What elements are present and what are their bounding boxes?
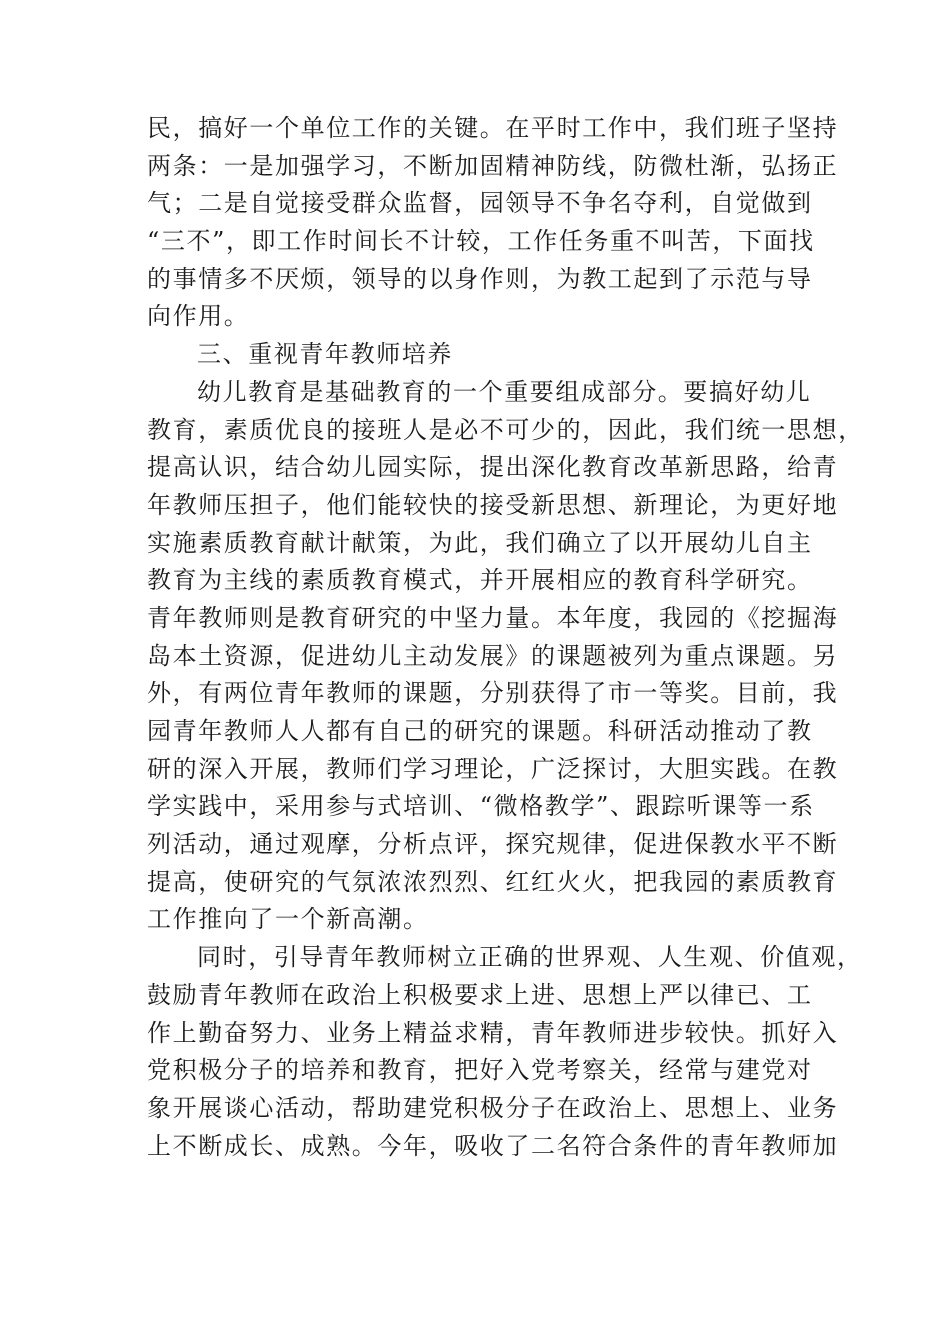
text-line: 象开展谈心活动，帮助建党积极分子在政治上、思想上、业务 bbox=[147, 1093, 839, 1122]
text-line: 的事情多不厌烦，领导的以身作则，为教工起到了示范与导 bbox=[147, 264, 813, 293]
text-line: 作上勤奋努力、业务上精益求精，青年教师进步较快。抓好入 bbox=[147, 1018, 839, 1047]
text-line: 研的深入开展，教师们学习理论，广泛探讨，大胆实践。在教 bbox=[147, 754, 839, 783]
text-line: 青年教师则是教育研究的中坚力量。本年度，我园的《挖掘海 bbox=[147, 603, 839, 632]
text-line: 向作用。 bbox=[147, 302, 250, 331]
text-line: 列活动，通过观摩，分析点评，探究规律，促进保教水平不断 bbox=[147, 830, 839, 859]
section-heading: 三、重视青年教师培养 bbox=[197, 340, 453, 369]
text-line: 气；二是自觉接受群众监督，园领导不争名夺利，自觉做到 bbox=[147, 189, 813, 218]
text-line: 实施素质教育献计献策，为此，我们确立了以开展幼儿自主 bbox=[147, 528, 813, 557]
text-line: 工作推向了一个新高潮。 bbox=[147, 905, 429, 934]
text-line: 园青年教师人人都有自己的研究的课题。科研活动推动了教 bbox=[147, 717, 813, 745]
text-line: 民，搞好一个单位工作的关键。在平时工作中，我们班子坚持 bbox=[147, 114, 839, 142]
paragraph-start-line: 幼儿教育是基础教育的一个重要组成部分。要搞好幼儿 bbox=[197, 377, 812, 406]
text-line: 鼓励青年教师在政治上积极要求上进、思想上严以律已、工 bbox=[147, 980, 813, 1009]
text-line: “三不”，即工作时间长不计较，工作任务重不叫苦，下面找 bbox=[147, 227, 815, 256]
text-line: 提高，使研究的气氛浓浓烈烈、红红火火，把我园的素质教育 bbox=[147, 867, 839, 896]
body-text bbox=[147, 110, 864, 1165]
paragraph-start-line: 同时，引导青年教师树立正确的世界观、人生观、价值观， bbox=[197, 943, 863, 972]
text-line: 两条：一是加强学习，不断加固精神防线，防微杜渐，弘扬正 bbox=[147, 151, 839, 180]
text-line: 岛本土资源，促进幼儿主动发展》的课题被列为重点课题。另 bbox=[147, 641, 839, 670]
text-line: 提高认识，结合幼儿园实际，提出深化教育改革新思路，给青 bbox=[147, 453, 839, 482]
text-line: 外，有两位青年教师的课题，分别获得了市一等奖。目前，我 bbox=[147, 679, 839, 708]
text-line: 党积极分子的培养和教育，把好入党考察关，经常与建党对 bbox=[147, 1056, 813, 1085]
text-line: 教育为主线的素质教育模式，并开展相应的教育科学研究。 bbox=[147, 566, 813, 595]
text-line: 教育，素质优良的接班人是必不可少的，因此，我们统一思想， bbox=[147, 415, 864, 444]
text-line: 年教师压担子，他们能较快的接受新思想、新理论，为更好地 bbox=[147, 490, 839, 519]
text-line: 学实践中，采用参与式培训、“微格教学”、跟踪听课等一系 bbox=[147, 792, 815, 821]
text-line: 上不断成长、成熟。今年，吸收了二名符合条件的青年教师加 bbox=[147, 1131, 839, 1160]
